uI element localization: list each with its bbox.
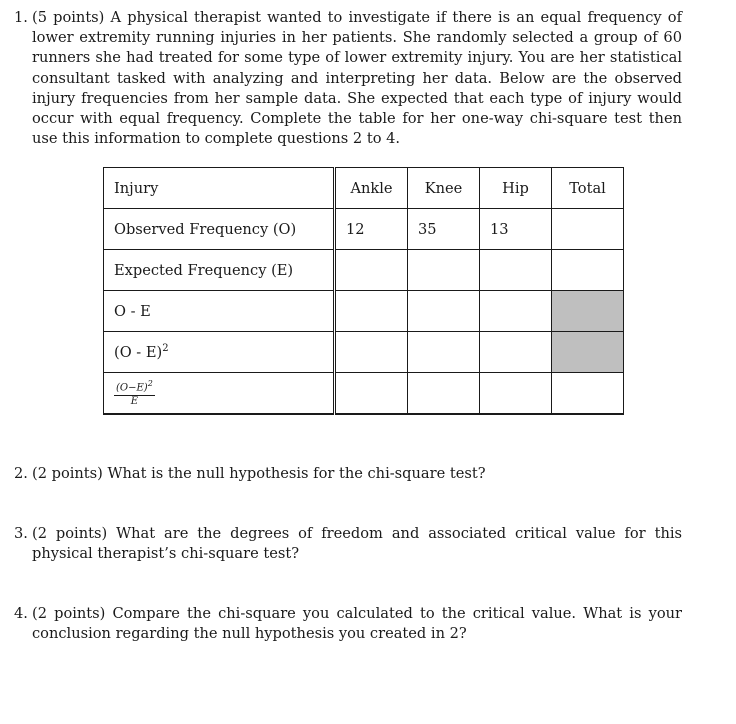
row-o-minus-e-squared — [104, 332, 624, 373]
row-expected-label: Expected Frequency (E) — [104, 250, 335, 291]
header-total: Total — [552, 168, 624, 209]
chi-fraction — [114, 379, 155, 406]
observed-knee-cell[interactable]: 35 — [408, 209, 480, 250]
chi-fraction-denominator: E — [130, 395, 139, 407]
o-minus-e-squared-knee-cell[interactable] — [408, 332, 480, 373]
o-minus-e-squared-total-shaded-cell — [552, 332, 624, 373]
question-2-text: (2 points) What is the null hypothesis for the chi-square test? — [32, 465, 486, 482]
row-chi-component — [104, 373, 624, 415]
question-2-number: 2. — [14, 465, 28, 482]
question-3 — [14, 524, 682, 564]
question-1 — [14, 8, 682, 149]
row-o-minus-e-squared-label — [104, 332, 335, 373]
question-3-text: (2 points) What are the degrees of freedom and associated critical value for this physical therapist’s chi-square test? — [32, 525, 682, 563]
header-injury: Injury — [104, 168, 335, 209]
question-4 — [14, 604, 682, 644]
chi-component-ankle-cell[interactable] — [335, 373, 408, 415]
header-hip: Hip — [480, 168, 552, 209]
table-header-row — [104, 168, 624, 209]
observed-total-cell[interactable] — [552, 209, 624, 250]
question-2 — [14, 464, 682, 484]
o-minus-e-ankle-cell[interactable] — [335, 291, 408, 332]
observed-hip-cell[interactable]: 13 — [480, 209, 552, 250]
observed-ankle-cell[interactable]: 12 — [335, 209, 408, 250]
row-observed-label: Observed Frequency (O) — [104, 209, 335, 250]
question-1-text: (5 points) A physical therapist wanted to investigate if there is an equal frequency of lower extremity running injuries in her patients. She randomly selected a group of 60 runners she had treated for some type of lower extremity injury. You are her statistical consultant tasked with analyzing and interpreting her data. Below are the observed injury frequencies from her sample data. She expected that each type of injury would occur with equal frequency. Complete the table for her one-way chi-square test then use this information to complete questions 2 to 4. — [32, 9, 682, 148]
o-minus-e-squared-hip-cell[interactable] — [480, 332, 552, 373]
expected-ankle-cell[interactable] — [335, 250, 408, 291]
o-minus-e-knee-cell[interactable] — [408, 291, 480, 332]
chi-square-table — [103, 167, 624, 415]
o-minus-e-total-shaded-cell — [552, 291, 624, 332]
question-4-text: (2 points) Compare the chi-square you calculated to the critical value. What is your conclusion regarding the null hypothesis you created in 2? — [32, 605, 682, 643]
question-1-number: 1. — [14, 9, 28, 26]
row-o-minus-e — [104, 291, 624, 332]
question-3-number: 3. — [14, 525, 28, 542]
chi-component-knee-cell[interactable] — [408, 373, 480, 415]
squared-superscript: 2 — [162, 343, 169, 355]
expected-total-cell[interactable] — [552, 250, 624, 291]
header-knee: Knee — [408, 168, 480, 209]
question-4-number: 4. — [14, 605, 28, 622]
row-o-minus-e-squared-text: (O - E) — [114, 343, 163, 361]
o-minus-e-hip-cell[interactable] — [480, 291, 552, 332]
chi-fraction-numerator: $(O-E)^2$ — [116, 379, 153, 394]
expected-knee-cell[interactable] — [408, 250, 480, 291]
row-chi-component-label — [104, 373, 335, 415]
expected-hip-cell[interactable] — [480, 250, 552, 291]
o-minus-e-squared-ankle-cell[interactable] — [335, 332, 408, 373]
header-ankle: Ankle — [335, 168, 408, 209]
chi-component-hip-cell[interactable] — [480, 373, 552, 415]
row-observed — [104, 209, 624, 250]
row-expected — [104, 250, 624, 291]
row-o-minus-e-label: O - E — [104, 291, 335, 332]
chi-component-total-cell[interactable] — [552, 373, 624, 415]
